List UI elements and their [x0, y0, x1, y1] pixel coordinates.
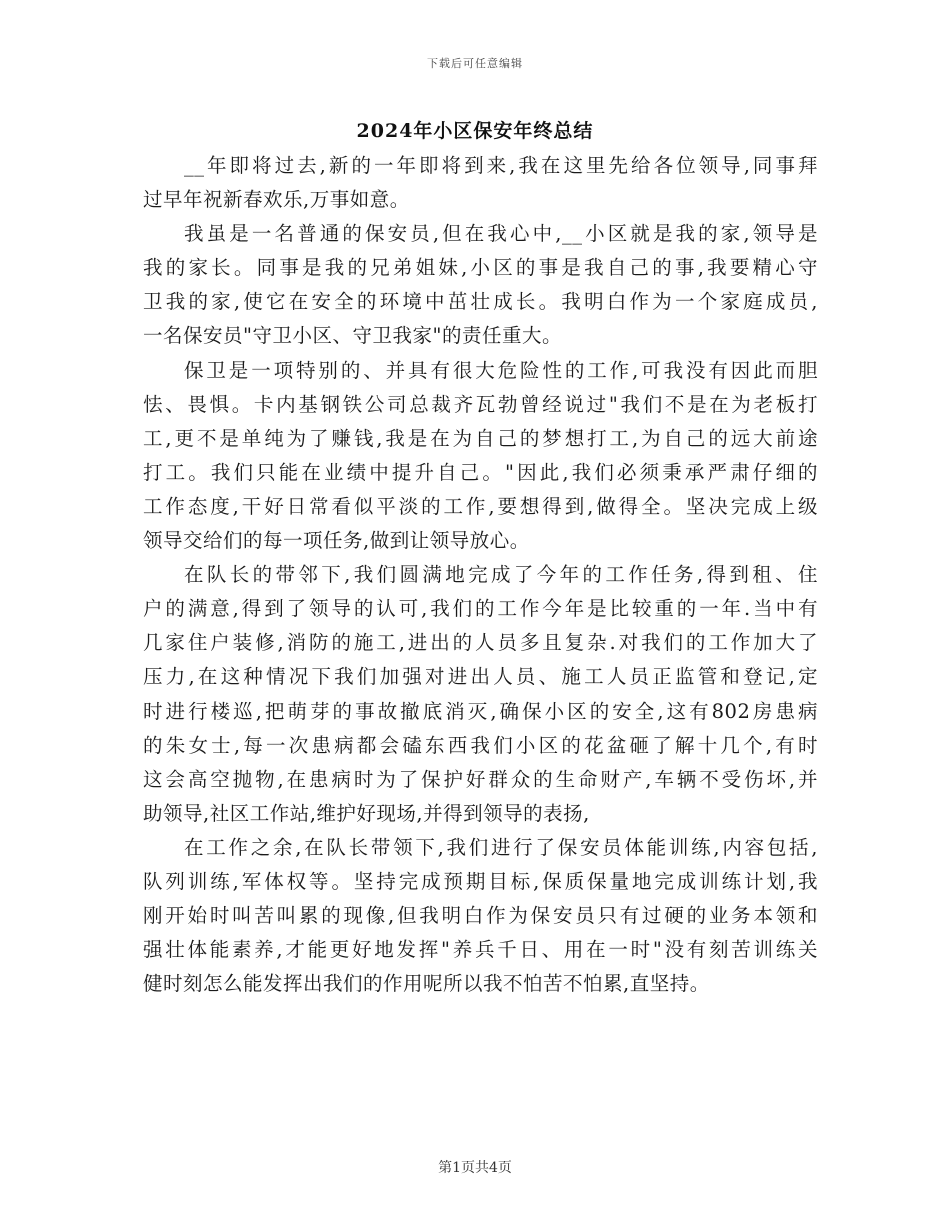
document-title: 2024年小区保安年终总结: [356, 120, 594, 142]
paragraph-1: [143, 149, 818, 217]
paragraph-line: 在工作之余,在队长带领下,我们进行了保安员体能训练,内容包括,: [184, 835, 818, 859]
paragraph-line: 这会高空抛物,在患病时为了保护好群众的生命财产,车辆不受伤坏,并: [143, 767, 818, 791]
paragraph-line: 强壮体能素养,才能更好地发挥"养兵千日、用在一时"没有刻苦训练关: [143, 938, 818, 962]
document-body: [143, 149, 818, 1001]
paragraph-3: [143, 354, 818, 559]
paragraph-line: 队列训练,军体权等。坚持完成预期目标,保质保量地完成训练计划,我: [143, 869, 818, 893]
paragraph-line: 助领导,社区工作站,维护好现场,并得到领导的表扬,: [143, 801, 590, 825]
paragraph-line: 时进行楼巡,把萌芽的事故撤底消灭,确保小区的安全,这有802房患病: [143, 699, 818, 723]
paragraph-line: 过早年祝新春欢乐,万事如意。: [143, 188, 410, 212]
paragraph-line: 我虽是一名普通的保安员,但在我心中,__小区就是我的家,领导是: [184, 222, 818, 246]
paragraph-line: 工作态度,干好日常看似平淡的工作,要想得到,做得全。坚决完成上级: [143, 494, 818, 518]
paragraph-4: [143, 558, 818, 831]
paragraph-line: 一名保安员"守卫小区、守卫我家"的责任重大。: [143, 324, 562, 348]
paragraph-line: 压力,在这种情况下我们加强对进出人员、施工人员正监管和登记,定: [143, 665, 818, 689]
paragraph-line: __年即将过去,新的一年即将到来,我在这里先给各位领导,同事拜: [184, 154, 818, 177]
paragraph-line: 领导交给们的每一项任务,做到让领导放心。: [143, 529, 530, 553]
paragraph-line: 我的家长。同事是我的兄弟姐妹,小区的事是我自己的事,我要精心守: [143, 256, 818, 280]
page-number-footer: 第1页共4页: [438, 1160, 512, 1176]
paragraph-line: 刚开始时叫苦叫累的现像,但我明白作为保安员只有过硬的业务本领和: [143, 904, 818, 928]
paragraph-2: [143, 217, 818, 353]
paragraph-line: 健时刻怎么能发挥出我们的作用呢所以我不怕苦不怕累,直坚持。: [143, 972, 710, 996]
paragraph-line: 保卫是一项特别的、并具有很大危险性的工作,可我没有因此而胆: [184, 358, 818, 382]
paragraph-line: 户的满意,得到了领导的认可,我们的工作今年是比较重的一年.当中有: [143, 597, 818, 621]
paragraph-5: [143, 831, 818, 1001]
paragraph-line: 几家住户装修,消防的施工,进出的人员多且复杂.对我们的工作加大了: [143, 631, 818, 655]
paragraph-line: 工,更不是单纯为了赚钱,我是在为自己的梦想打工,为自己的远大前途: [143, 426, 818, 450]
paragraph-line: 怯、畏惧。卡内基钢铁公司总裁齐瓦勃曾经说过"我们不是在为老板打: [143, 392, 818, 416]
header-note: 下载后可任意编辑: [427, 57, 523, 70]
paragraph-line: 打工。我们只能在业绩中提升自己。"因此,我们必须秉承严肃仔细的: [143, 460, 818, 484]
paragraph-line: 在队长的带邻下,我们圆满地完成了今年的工作任务,得到租、住: [184, 563, 818, 587]
paragraph-line: 的朱女士,每一次患病都会磕东西我们小区的花盆砸了解十几个,有时: [143, 733, 818, 757]
paragraph-line: 卫我的家,使它在安全的环境中茁壮成长。我明白作为一个家庭成员,: [143, 290, 818, 314]
